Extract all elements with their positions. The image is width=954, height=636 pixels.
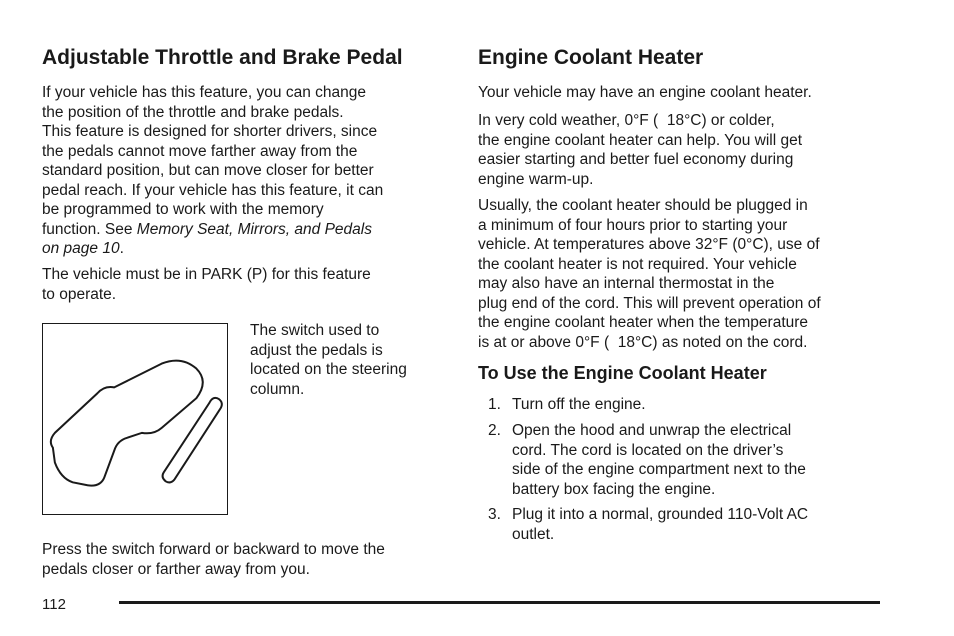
footer-rule (119, 601, 880, 604)
illustration-caption (250, 321, 450, 399)
list-number: 1. (488, 396, 501, 413)
text-line: the engine coolant heater can help. You will get (478, 131, 803, 149)
text-line: a minimum of four hours prior to starting your (478, 216, 788, 234)
text-line (42, 220, 452, 240)
text-line: pedals closer or farther away from you. (42, 560, 310, 578)
text-line: is at or above 0°F ( 18°C) as noted on the cord. (478, 333, 808, 351)
left-heading: Adjustable Throttle and Brake Pedal (42, 46, 403, 69)
text-line: Plug it into a normal, grounded 110-Volt AC (512, 506, 809, 523)
text-line: In very cold weather, 0°F ( 18°C) or colder, (478, 112, 775, 129)
text-line: the engine coolant heater when the temperature (478, 314, 809, 331)
text-line: Open the hood and unwrap the electrical (512, 422, 792, 439)
period: . (119, 240, 124, 257)
text-line: cord. The cord is located on the driver’s (512, 441, 784, 459)
text-line: If your vehicle has this feature, you can change (42, 84, 366, 101)
text-line: engine warm-up. (478, 170, 594, 188)
text-line: may also have an internal thermostat in the (478, 275, 775, 292)
text-line: Turn off the engine. (512, 396, 646, 413)
text-line: adjust the pedals is (250, 341, 383, 359)
text-line: easier starting and better fuel economy during (478, 151, 794, 168)
page-number: 112 (42, 596, 66, 613)
right-heading: Engine Coolant Heater (478, 46, 704, 69)
list-item (478, 421, 878, 501)
left-para-2 (42, 265, 452, 304)
right-subheading: To Use the Engine Coolant Heater (478, 363, 767, 383)
text-line: the position of the throttle and brake pedals. (42, 103, 344, 121)
right-para-2 (478, 111, 898, 189)
text-line: the coolant heater is not required. Your vehicle (478, 255, 797, 273)
text-line: pedal reach. If your vehicle has this feature, it can (42, 181, 384, 199)
text-line: to operate. (42, 285, 117, 303)
text-line: Usually, the coolant heater should be plugged in (478, 197, 808, 214)
see-text: function. See (42, 220, 137, 238)
text-line: the pedals cannot move farther away from the (42, 142, 358, 160)
list-item (478, 395, 878, 415)
list-item (478, 505, 878, 545)
list-text (512, 395, 872, 415)
pedal-switch-icon (43, 324, 227, 514)
right-para-3 (478, 196, 898, 352)
text-line: This feature is designed for shorter drivers, since (42, 123, 378, 140)
pedal-switch-illustration (42, 323, 228, 515)
text-line: The switch used to (250, 322, 380, 339)
text-line: side of the engine compartment next to the (512, 461, 806, 478)
text-line: vehicle. At temperatures above 32°F (0°C), use of (478, 236, 820, 253)
list-text (512, 421, 872, 499)
list-text (512, 505, 872, 544)
right-para-1 (478, 83, 898, 103)
left-para-1 (42, 83, 452, 259)
text-line: outlet. (512, 525, 555, 543)
text-line: plug end of the cord. This will prevent operation of (478, 294, 821, 312)
cross-reference[interactable]: Memory Seat, Mirrors, and Pedals (136, 220, 372, 238)
text-line: be programmed to work with the memory (42, 201, 324, 218)
text-line: standard position, but can move closer for better (42, 162, 374, 179)
left-para-3 (42, 540, 452, 579)
cross-reference-page[interactable]: on page 10 (42, 240, 120, 257)
list-number: 3. (488, 506, 501, 523)
text-line: Your vehicle may have an engine coolant heater. (478, 84, 812, 101)
list-number: 2. (488, 422, 501, 439)
text-line: column. (250, 380, 305, 398)
text-line (42, 239, 452, 259)
text-line: The vehicle must be in PARK (P) for this feature (42, 266, 371, 283)
text-line: battery box facing the engine. (512, 480, 716, 498)
text-line: Press the switch forward or backward to move the (42, 541, 385, 558)
text-line: located on the steering (250, 361, 407, 378)
